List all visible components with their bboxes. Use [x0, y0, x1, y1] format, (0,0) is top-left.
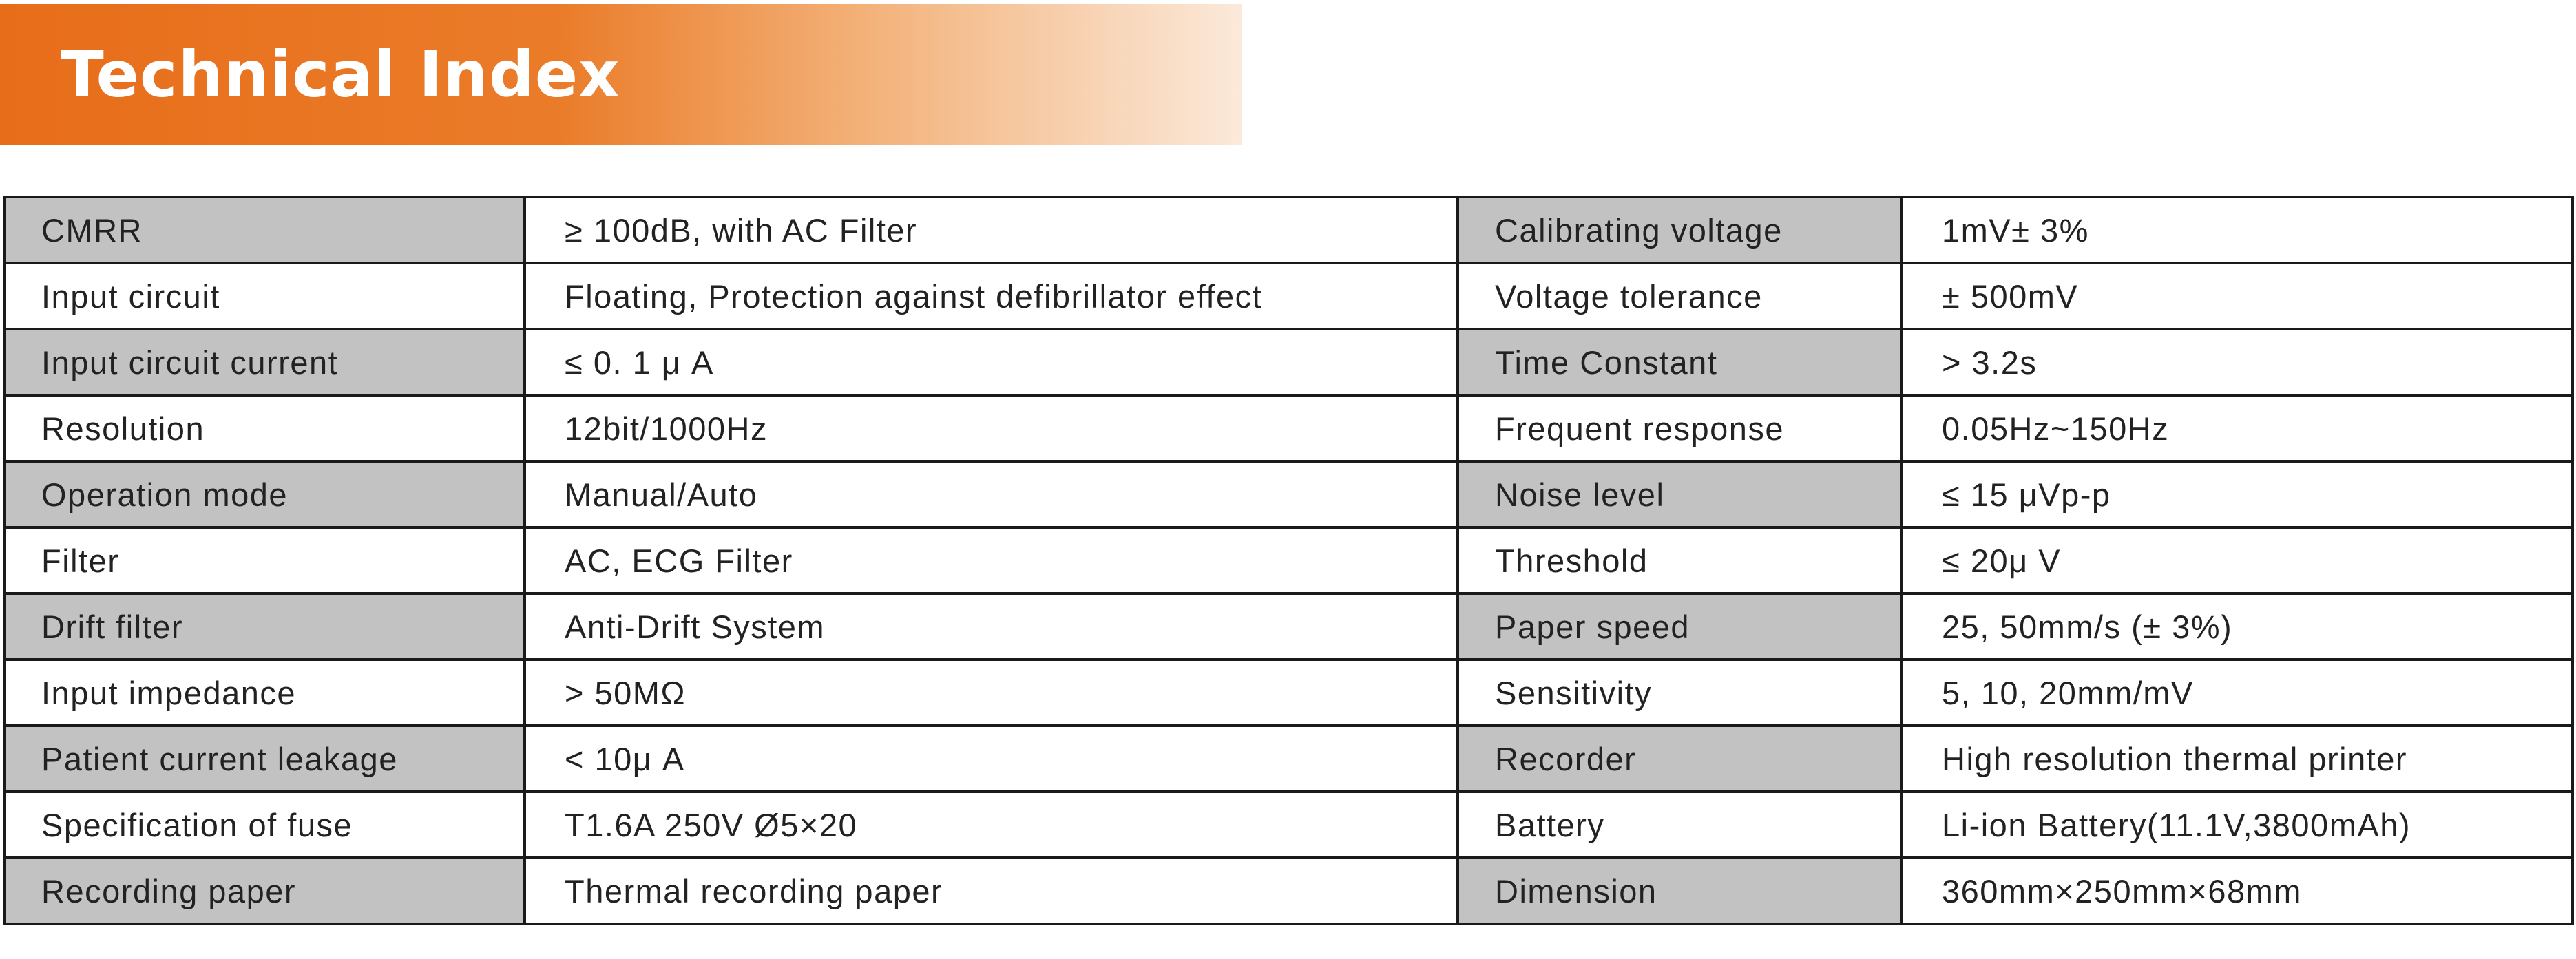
spec-label: Resolution — [4, 395, 525, 461]
spec-value: > 50MΩ — [525, 660, 1458, 726]
table-row — [4, 197, 2573, 263]
spec-label: Filter — [4, 527, 525, 593]
spec-table — [3, 196, 2574, 925]
spec-label: Battery — [1458, 792, 1902, 858]
spec-label: Sensitivity — [1458, 660, 1902, 726]
spec-value: ≤ 0. 1 μ A — [525, 329, 1458, 395]
spec-value: Floating, Protection against defibrillator effect — [525, 263, 1458, 329]
spec-value: 25, 50mm/s (± 3%) — [1902, 593, 2573, 660]
spec-value: 360mm×250mm×68mm — [1902, 858, 2573, 924]
page-title: Technical Index — [61, 37, 620, 112]
spec-label: Input impedance — [4, 660, 525, 726]
spec-label: Specification of fuse — [4, 792, 525, 858]
spec-label: Voltage tolerance — [1458, 263, 1902, 329]
table-row — [4, 726, 2573, 792]
table-row — [4, 395, 2573, 461]
spec-value: Thermal recording paper — [525, 858, 1458, 924]
spec-label: CMRR — [4, 197, 525, 263]
spec-value: ≥ 100dB, with AC Filter — [525, 197, 1458, 263]
spec-value: 12bit/1000Hz — [525, 395, 1458, 461]
spec-value: > 3.2s — [1902, 329, 2573, 395]
spec-value: ≤ 15 μVp-p — [1902, 461, 2573, 527]
spec-value: AC, ECG Filter — [525, 527, 1458, 593]
spec-value: 5, 10, 20mm/mV — [1902, 660, 2573, 726]
spec-label: Input circuit — [4, 263, 525, 329]
spec-label: Dimension — [1458, 858, 1902, 924]
table-row — [4, 660, 2573, 726]
table-row — [4, 461, 2573, 527]
spec-value: ± 500mV — [1902, 263, 2573, 329]
spec-value: Li-ion Battery(11.1V,3800mAh) — [1902, 792, 2573, 858]
table-row — [4, 329, 2573, 395]
spec-value: 0.05Hz~150Hz — [1902, 395, 2573, 461]
spec-value: ≤ 20μ V — [1902, 527, 2573, 593]
spec-label: Paper speed — [1458, 593, 1902, 660]
spec-value: 1mV± 3% — [1902, 197, 2573, 263]
table-row — [4, 593, 2573, 660]
spec-value: Manual/Auto — [525, 461, 1458, 527]
spec-label: Calibrating voltage — [1458, 197, 1902, 263]
table-row — [4, 792, 2573, 858]
spec-label: Operation mode — [4, 461, 525, 527]
spec-value: Anti-Drift System — [525, 593, 1458, 660]
table-row — [4, 263, 2573, 329]
title-banner — [0, 4, 1242, 145]
spec-label: Frequent response — [1458, 395, 1902, 461]
spec-label: Threshold — [1458, 527, 1902, 593]
spec-label: Recorder — [1458, 726, 1902, 792]
spec-value: T1.6A 250V Ø5×20 — [525, 792, 1458, 858]
spec-label: Patient current leakage — [4, 726, 525, 792]
spec-label: Recording paper — [4, 858, 525, 924]
spec-table-body — [4, 197, 2573, 924]
spec-label: Input circuit current — [4, 329, 525, 395]
spec-value: < 10μ A — [525, 726, 1458, 792]
table-row — [4, 858, 2573, 924]
table-row — [4, 527, 2573, 593]
spec-value: High resolution thermal printer — [1902, 726, 2573, 792]
spec-label: Drift filter — [4, 593, 525, 660]
spec-label: Noise level — [1458, 461, 1902, 527]
spec-label: Time Constant — [1458, 329, 1902, 395]
